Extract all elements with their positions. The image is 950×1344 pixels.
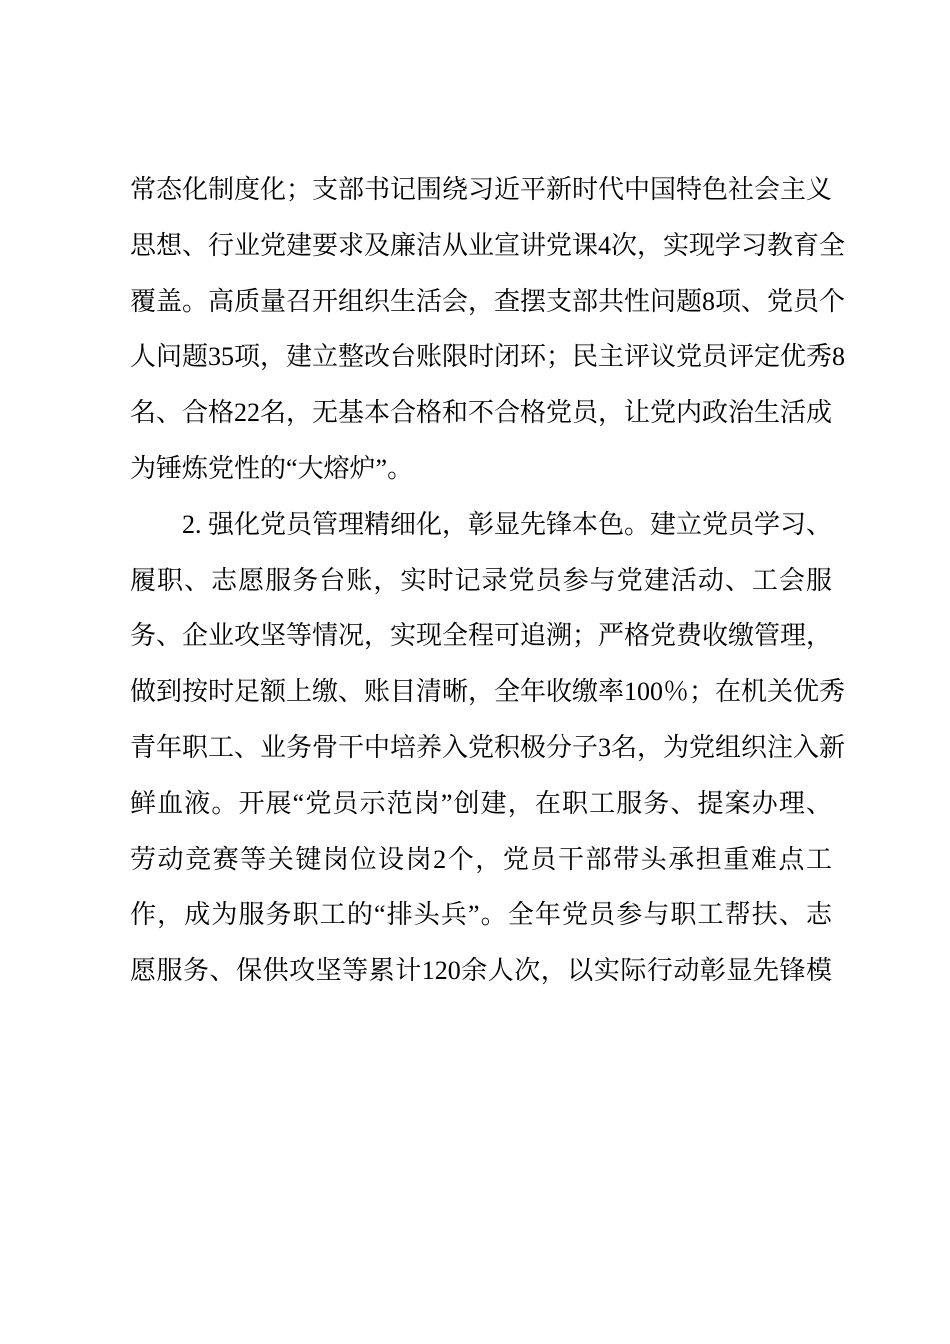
text-line: 愿服务、保供攻坚等累计120余人次，以实际行动彰显先锋模 <box>130 956 832 986</box>
text-line: 覆盖。高质量召开组织生活会，查摆支部共性问题8项、党员个 <box>130 286 846 316</box>
paragraph-1 <box>130 162 846 497</box>
text-line: 思想、行业党建要求及廉洁从业宣讲党课4次，实现学习教育全 <box>130 230 846 260</box>
text-line: 为锤炼党性的“大熔炉”。 <box>130 453 414 483</box>
text-line: 履职、志愿服务台账，实时记录党员参与党建活动、工会服 <box>130 565 832 595</box>
paragraph-2 <box>130 497 846 999</box>
text-line: 作，成为服务职工的“排头兵”。全年党员参与职工帮扶、志 <box>130 900 832 930</box>
document-page <box>130 162 846 999</box>
text-line: 做到按时足额上缴、账目清晰，全年收缴率100％；在机关优秀 <box>130 677 846 707</box>
text-line: 常态化制度化；支部书记围绕习近平新时代中国特色社会主义 <box>130 175 833 204</box>
text-line: 人问题35项，建立整改台账限时闭环；民主评议党员评定优秀8 <box>130 342 846 372</box>
text-line: 名、合格22名，无基本合格和不合格党员，让党内政治生活成 <box>130 398 833 428</box>
text-line: 鲜血液。开展“党员示范岗”创建，在职工服务、提案办理、 <box>130 788 832 818</box>
text-line: 务、企业攻坚等情况，实现全程可追溯；严格党费收缴管理， <box>130 621 833 651</box>
text-line: 青年职工、业务骨干中培养入党积极分子3名，为党组织注入新 <box>130 732 846 762</box>
text-line: 劳动竞赛等关键岗位设岗2个，党员干部带头承担重难点工 <box>130 844 832 874</box>
section-heading-line: 2. 强化党员管理精细化，彰显先锋本色。建立党员学习、 <box>182 509 833 539</box>
